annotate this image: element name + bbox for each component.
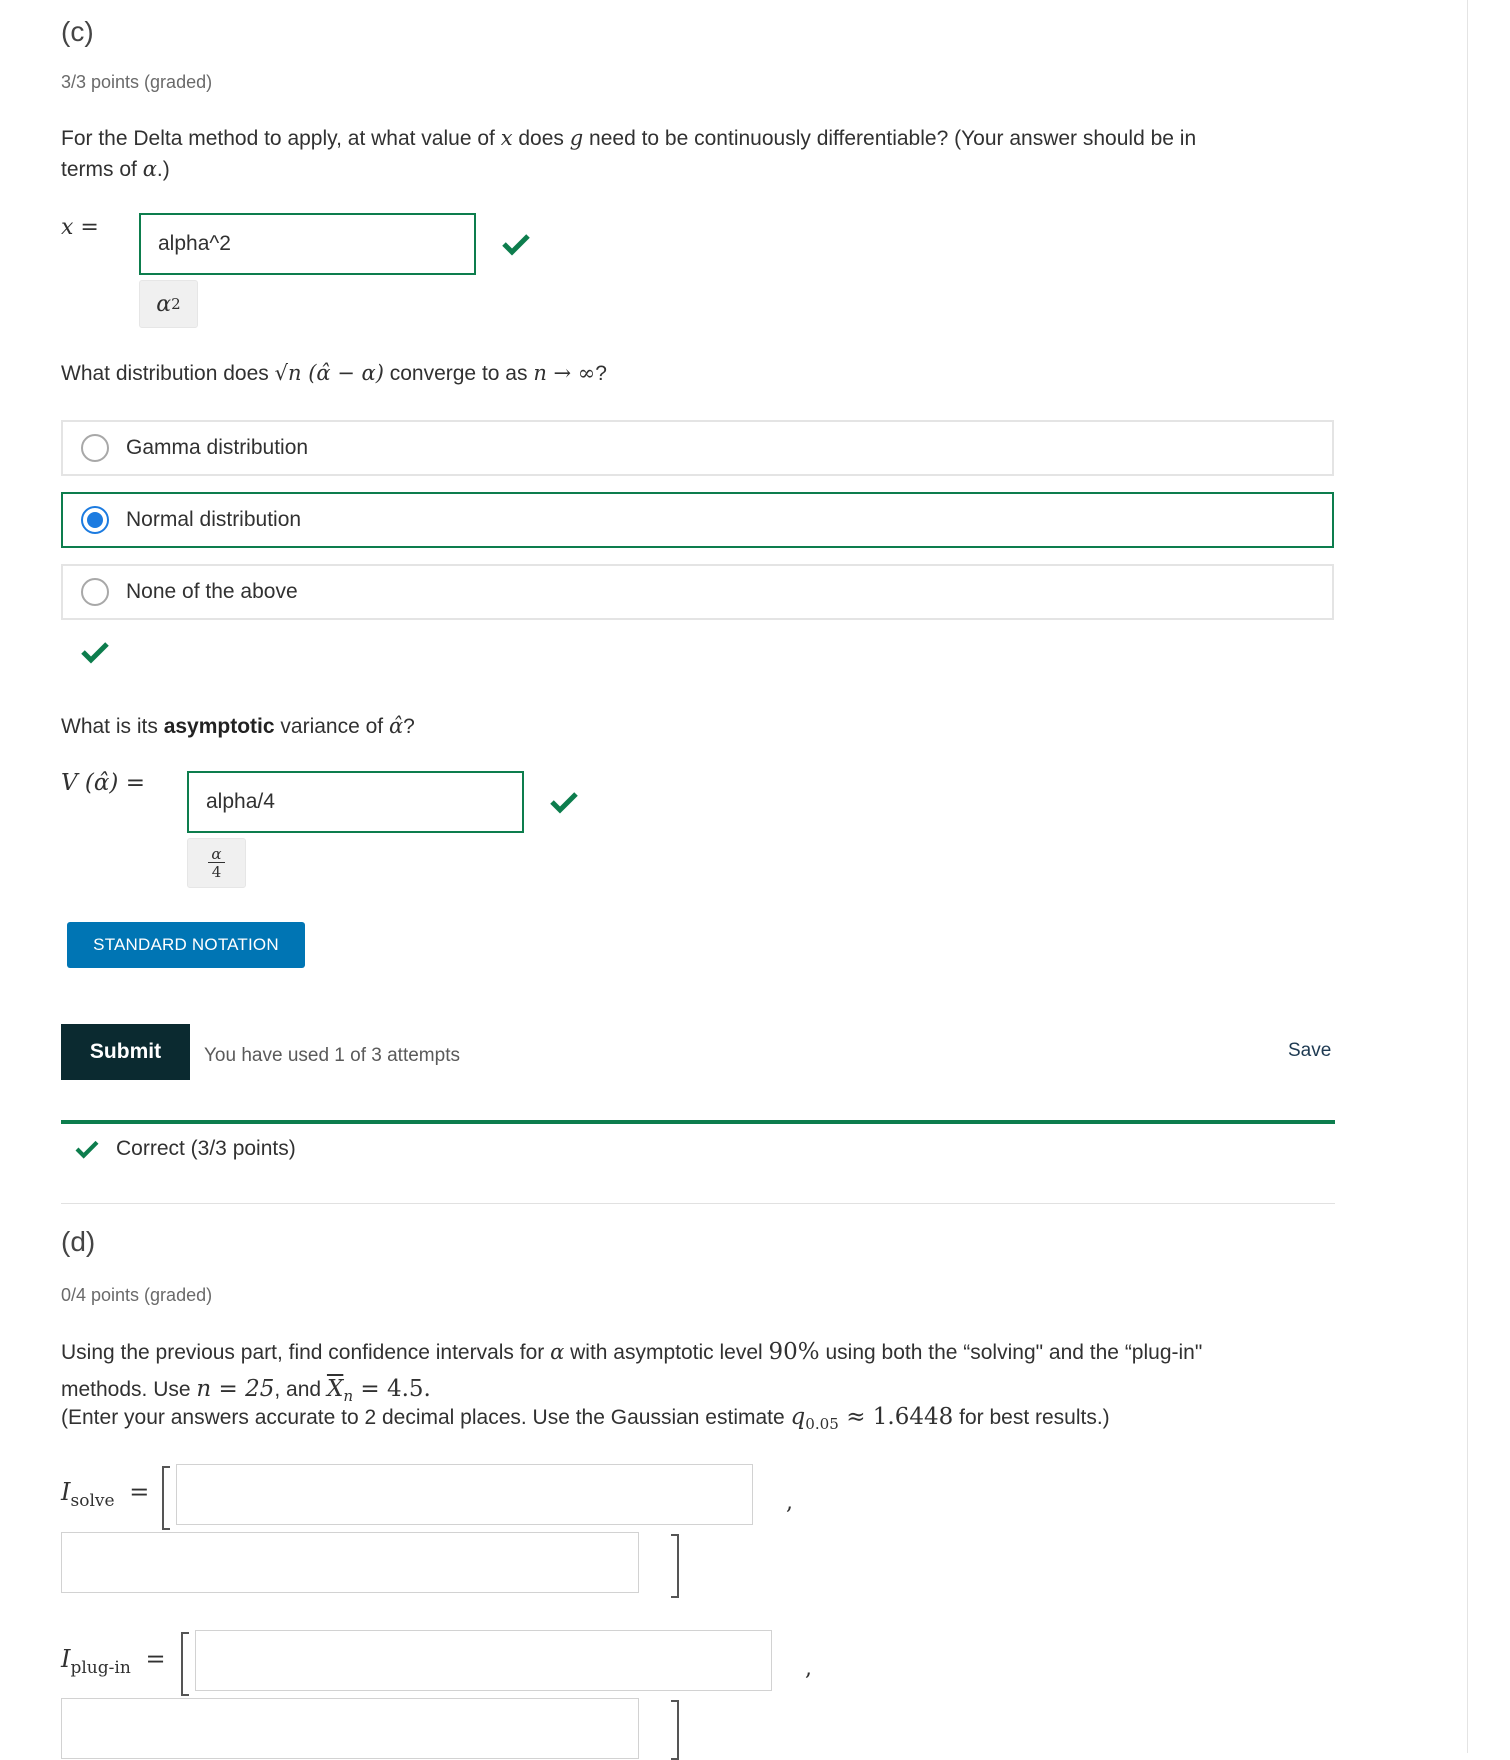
- question-delta-method: For the Delta method to apply, at what value of x does g need to be continuously differentiable? (Your answer should be in terms of α.): [61, 126, 1197, 181]
- section-divider: [61, 1203, 1335, 1204]
- i-plugin-label: $I_{plug-in}$ =: [61, 1645, 166, 1678]
- part-c-score: 3/3 points (graded): [61, 72, 213, 92]
- radio-selected-icon[interactable]: [81, 506, 109, 534]
- i-plugin-upper-input[interactable]: [61, 1698, 639, 1759]
- variance-label: V (α̂) =: [61, 770, 145, 796]
- x-answer-input[interactable]: alpha^2: [139, 213, 476, 275]
- part-d-score: 0/4 points (graded): [61, 1285, 213, 1305]
- content-right-border: [1467, 0, 1468, 1753]
- question-confidence-intervals: Using the previous part, find confidence intervals for α with asymptotic level 90% using both the “solving" and the “plug-in" methods. Use n = 25, and $\overline{X}_n = 4.5$.: [61, 1339, 1203, 1406]
- variance-answer-preview: α 4: [187, 838, 246, 888]
- right-bracket: [671, 1534, 679, 1598]
- right-bracket: [671, 1700, 679, 1760]
- radio-icon[interactable]: [81, 578, 109, 606]
- left-bracket: [181, 1632, 189, 1696]
- choice-none-of-the-above[interactable]: None of the above: [61, 564, 1334, 620]
- comma-separator: ,: [805, 1656, 812, 1681]
- part-d-heading: (d): [61, 1226, 96, 1257]
- comma-separator: ,: [786, 1490, 793, 1515]
- sqrt-n-expression: √n (α̂ − α): [274, 361, 384, 385]
- feedback-status-bar: [61, 1120, 1335, 1124]
- left-bracket: [162, 1466, 170, 1530]
- question-instructions: (Enter your answers accurate to 2 decimal places. Use the Gaussian estimate $q_{0.05} \approx 1.6448$ for best results.): [61, 1404, 1110, 1434]
- i-solve-upper-input[interactable]: [61, 1532, 639, 1593]
- correct-check-icon: [74, 1139, 100, 1159]
- i-solve-label: $I_{solve}$ =: [61, 1478, 150, 1511]
- correct-check-icon: [501, 232, 531, 256]
- variance-answer-input[interactable]: alpha/4: [187, 771, 524, 833]
- attempts-text: You have used 1 of 3 attempts: [204, 1045, 460, 1066]
- standard-notation-button[interactable]: STANDARD NOTATION: [67, 922, 305, 968]
- choice-normal-distribution[interactable]: Normal distribution: [61, 492, 1334, 548]
- x-answer-preview: α 2: [139, 280, 198, 328]
- part-c-heading: (c): [61, 16, 94, 47]
- correct-check-icon: [80, 640, 110, 664]
- submit-button[interactable]: Submit: [61, 1024, 190, 1080]
- x-equals-label: x =: [61, 215, 99, 240]
- i-plugin-lower-input[interactable]: [195, 1630, 772, 1691]
- choice-gamma-distribution[interactable]: Gamma distribution: [61, 420, 1334, 476]
- question-asymptotic-variance: What is its asymptotic variance of α̂?: [61, 714, 415, 738]
- save-link[interactable]: Save: [1288, 1040, 1332, 1061]
- question-distribution: What distribution does √n (α̂ − α) converge to as n → ∞?: [61, 361, 607, 385]
- i-solve-lower-input[interactable]: [176, 1464, 753, 1525]
- feedback-message: Correct (3/3 points): [116, 1137, 296, 1160]
- radio-icon[interactable]: [81, 434, 109, 462]
- correct-check-icon: [549, 790, 579, 814]
